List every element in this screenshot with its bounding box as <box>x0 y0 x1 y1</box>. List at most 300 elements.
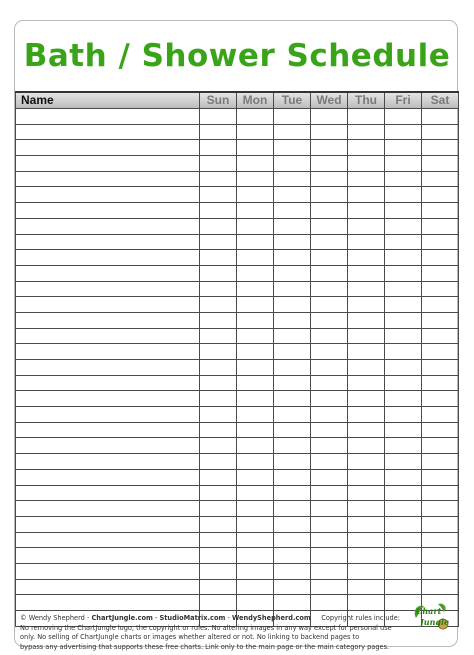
header-sat: Sat <box>422 92 459 109</box>
day-cell[interactable] <box>200 422 237 438</box>
day-cell[interactable] <box>311 234 348 250</box>
copyright-footer <box>20 614 440 652</box>
day-cell[interactable] <box>422 109 459 125</box>
day-cell[interactable] <box>237 532 274 548</box>
day-cell[interactable] <box>200 265 237 281</box>
day-cell[interactable] <box>274 375 311 391</box>
day-cell[interactable] <box>348 156 385 172</box>
day-cell[interactable] <box>422 469 459 485</box>
day-cell[interactable] <box>237 422 274 438</box>
day-cell[interactable] <box>385 171 422 187</box>
day-cell[interactable] <box>422 485 459 501</box>
day-cell[interactable] <box>348 312 385 328</box>
day-cell[interactable] <box>348 501 385 517</box>
day-cell[interactable] <box>200 595 237 611</box>
day-cell[interactable] <box>311 579 348 595</box>
name-cell[interactable] <box>16 140 200 156</box>
day-cell[interactable] <box>311 140 348 156</box>
table-row <box>16 234 459 250</box>
day-cell[interactable] <box>274 548 311 564</box>
name-cell[interactable] <box>16 469 200 485</box>
day-cell[interactable] <box>348 281 385 297</box>
day-cell[interactable] <box>274 234 311 250</box>
name-cell[interactable] <box>16 234 200 250</box>
footer-line-3: only. No selling of ChartJungle charts or images whether altered or not. No linking to backend pages to <box>20 633 360 641</box>
header-name: Name <box>16 92 200 109</box>
table-row <box>16 485 459 501</box>
day-cell[interactable] <box>200 469 237 485</box>
day-cell[interactable] <box>311 297 348 313</box>
separator: - <box>225 614 232 622</box>
day-cell[interactable] <box>422 375 459 391</box>
name-cell[interactable] <box>16 563 200 579</box>
day-cell[interactable] <box>200 501 237 517</box>
table-row <box>16 579 459 595</box>
day-cell[interactable] <box>311 422 348 438</box>
day-cell[interactable] <box>348 203 385 219</box>
name-cell[interactable] <box>16 454 200 470</box>
day-cell[interactable] <box>385 579 422 595</box>
day-cell[interactable] <box>311 109 348 125</box>
day-cell[interactable] <box>200 109 237 125</box>
day-cell[interactable] <box>200 140 237 156</box>
day-cell[interactable] <box>237 469 274 485</box>
day-cell[interactable] <box>422 140 459 156</box>
day-cell[interactable] <box>200 312 237 328</box>
day-cell[interactable] <box>237 438 274 454</box>
table-row <box>16 109 459 125</box>
day-cell[interactable] <box>200 516 237 532</box>
day-cell[interactable] <box>274 563 311 579</box>
day-cell[interactable] <box>274 312 311 328</box>
table-row <box>16 548 459 564</box>
day-cell[interactable] <box>311 532 348 548</box>
day-cell[interactable] <box>274 407 311 423</box>
day-cell[interactable] <box>200 438 237 454</box>
day-cell[interactable] <box>200 532 237 548</box>
footer-line-2: No removing the ChartJungle logo, the copyright or rules. No altering images in any way except for personal use <box>20 623 392 632</box>
day-cell[interactable] <box>200 563 237 579</box>
day-cell[interactable] <box>274 391 311 407</box>
day-cell[interactable] <box>311 485 348 501</box>
day-cell[interactable] <box>385 548 422 564</box>
name-cell[interactable] <box>16 187 200 203</box>
day-cell[interactable] <box>200 187 237 203</box>
day-cell[interactable] <box>274 328 311 344</box>
name-cell[interactable] <box>16 312 200 328</box>
table-row <box>16 469 459 485</box>
logo-text-bottom: Jungle <box>420 617 450 627</box>
header-sun: Sun <box>200 92 237 109</box>
day-cell[interactable] <box>385 391 422 407</box>
table-row <box>16 124 459 140</box>
day-cell[interactable] <box>385 375 422 391</box>
name-cell[interactable] <box>16 485 200 501</box>
day-cell[interactable] <box>348 187 385 203</box>
day-cell[interactable] <box>274 501 311 517</box>
header-wed: Wed <box>311 92 348 109</box>
day-cell[interactable] <box>237 485 274 501</box>
day-cell[interactable] <box>274 124 311 140</box>
day-cell[interactable] <box>385 234 422 250</box>
site-link-wendyshepherd[interactable]: WendyShepherd.com <box>231 614 311 622</box>
day-cell[interactable] <box>422 218 459 234</box>
day-cell[interactable] <box>348 407 385 423</box>
day-cell[interactable] <box>311 281 348 297</box>
day-cell[interactable] <box>237 156 274 172</box>
day-cell[interactable] <box>311 312 348 328</box>
day-cell[interactable] <box>237 579 274 595</box>
day-cell[interactable] <box>348 171 385 187</box>
day-cell[interactable] <box>422 532 459 548</box>
name-cell[interactable] <box>16 109 200 125</box>
day-cell[interactable] <box>274 187 311 203</box>
table-row <box>16 312 459 328</box>
day-cell[interactable] <box>422 156 459 172</box>
table-row <box>16 187 459 203</box>
name-cell[interactable] <box>16 328 200 344</box>
name-cell[interactable] <box>16 375 200 391</box>
day-cell[interactable] <box>274 485 311 501</box>
day-cell[interactable] <box>311 203 348 219</box>
day-cell[interactable] <box>200 124 237 140</box>
name-cell[interactable] <box>16 407 200 423</box>
day-cell[interactable] <box>348 297 385 313</box>
day-cell[interactable] <box>311 265 348 281</box>
day-cell[interactable] <box>237 548 274 564</box>
day-cell[interactable] <box>422 391 459 407</box>
day-cell[interactable] <box>422 250 459 266</box>
day-cell[interactable] <box>274 532 311 548</box>
day-cell[interactable] <box>237 297 274 313</box>
day-cell[interactable] <box>348 548 385 564</box>
day-cell[interactable] <box>385 407 422 423</box>
table-row <box>16 375 459 391</box>
day-cell[interactable] <box>311 501 348 517</box>
day-cell[interactable] <box>422 579 459 595</box>
site-link-studiomatrix[interactable]: StudioMatrix.com <box>159 614 226 622</box>
name-cell[interactable] <box>16 548 200 564</box>
table-row <box>16 501 459 517</box>
day-cell[interactable] <box>422 171 459 187</box>
day-cell[interactable] <box>274 595 311 611</box>
day-cell[interactable] <box>348 109 385 125</box>
day-cell[interactable] <box>274 109 311 125</box>
day-cell[interactable] <box>348 218 385 234</box>
day-cell[interactable] <box>237 250 274 266</box>
day-cell[interactable] <box>200 375 237 391</box>
day-cell[interactable] <box>311 391 348 407</box>
day-cell[interactable] <box>348 485 385 501</box>
day-cell[interactable] <box>237 281 274 297</box>
day-cell[interactable] <box>274 156 311 172</box>
day-cell[interactable] <box>311 156 348 172</box>
day-cell[interactable] <box>274 297 311 313</box>
table-row <box>16 171 459 187</box>
name-cell[interactable] <box>16 501 200 517</box>
name-cell[interactable] <box>16 124 200 140</box>
day-cell[interactable] <box>385 469 422 485</box>
day-cell[interactable] <box>237 234 274 250</box>
name-cell[interactable] <box>16 391 200 407</box>
day-cell[interactable] <box>200 171 237 187</box>
table-row <box>16 438 459 454</box>
table-row <box>16 297 459 313</box>
day-cell[interactable] <box>274 250 311 266</box>
day-cell[interactable] <box>311 124 348 140</box>
day-cell[interactable] <box>348 140 385 156</box>
day-cell[interactable] <box>348 438 385 454</box>
day-cell[interactable] <box>422 548 459 564</box>
name-cell[interactable] <box>16 265 200 281</box>
day-cell[interactable] <box>200 391 237 407</box>
day-cell[interactable] <box>200 328 237 344</box>
table-row <box>16 454 459 470</box>
day-cell[interactable] <box>311 469 348 485</box>
day-cell[interactable] <box>422 265 459 281</box>
day-cell[interactable] <box>200 360 237 376</box>
table-row <box>16 360 459 376</box>
day-cell[interactable] <box>385 485 422 501</box>
day-cell[interactable] <box>422 187 459 203</box>
day-cell[interactable] <box>422 422 459 438</box>
name-cell[interactable] <box>16 297 200 313</box>
day-cell[interactable] <box>200 234 237 250</box>
day-cell[interactable] <box>385 203 422 219</box>
day-cell[interactable] <box>348 328 385 344</box>
day-cell[interactable] <box>385 438 422 454</box>
day-cell[interactable] <box>237 360 274 376</box>
day-cell[interactable] <box>237 375 274 391</box>
name-cell[interactable] <box>16 438 200 454</box>
chartjungle-logo[interactable] <box>410 598 450 634</box>
header-row <box>16 92 459 109</box>
day-cell[interactable] <box>422 516 459 532</box>
day-cell[interactable] <box>385 218 422 234</box>
logo-text-top: Chart <box>416 606 442 616</box>
table-row <box>16 250 459 266</box>
table-row <box>16 516 459 532</box>
day-cell[interactable] <box>200 156 237 172</box>
day-cell[interactable] <box>237 516 274 532</box>
day-cell[interactable] <box>348 563 385 579</box>
day-cell[interactable] <box>422 438 459 454</box>
day-cell[interactable] <box>274 469 311 485</box>
day-cell[interactable] <box>237 407 274 423</box>
name-cell[interactable] <box>16 203 200 219</box>
day-cell[interactable] <box>274 579 311 595</box>
day-cell[interactable] <box>311 344 348 360</box>
day-cell[interactable] <box>385 109 422 125</box>
day-cell[interactable] <box>200 454 237 470</box>
day-cell[interactable] <box>385 187 422 203</box>
day-cell[interactable] <box>311 218 348 234</box>
day-cell[interactable] <box>200 218 237 234</box>
day-cell[interactable] <box>385 454 422 470</box>
day-cell[interactable] <box>237 187 274 203</box>
table-row <box>16 156 459 172</box>
day-cell[interactable] <box>311 328 348 344</box>
day-cell[interactable] <box>422 407 459 423</box>
day-cell[interactable] <box>348 579 385 595</box>
day-cell[interactable] <box>348 265 385 281</box>
day-cell[interactable] <box>348 375 385 391</box>
day-cell[interactable] <box>237 265 274 281</box>
day-cell[interactable] <box>385 328 422 344</box>
name-cell[interactable] <box>16 360 200 376</box>
day-cell[interactable] <box>311 516 348 532</box>
day-cell[interactable] <box>422 501 459 517</box>
day-cell[interactable] <box>274 516 311 532</box>
day-cell[interactable] <box>422 124 459 140</box>
day-cell[interactable] <box>348 124 385 140</box>
table-row <box>16 563 459 579</box>
day-cell[interactable] <box>385 312 422 328</box>
day-cell[interactable] <box>422 203 459 219</box>
day-cell[interactable] <box>311 563 348 579</box>
day-cell[interactable] <box>200 203 237 219</box>
day-cell[interactable] <box>274 171 311 187</box>
day-cell[interactable] <box>348 422 385 438</box>
day-cell[interactable] <box>311 375 348 391</box>
day-cell[interactable] <box>422 563 459 579</box>
day-cell[interactable] <box>348 250 385 266</box>
name-cell[interactable] <box>16 579 200 595</box>
day-cell[interactable] <box>348 595 385 611</box>
day-cell[interactable] <box>200 579 237 595</box>
day-cell[interactable] <box>237 501 274 517</box>
day-cell[interactable] <box>311 187 348 203</box>
day-cell[interactable] <box>422 360 459 376</box>
day-cell[interactable] <box>237 218 274 234</box>
day-cell[interactable] <box>385 516 422 532</box>
day-cell[interactable] <box>385 250 422 266</box>
day-cell[interactable] <box>311 548 348 564</box>
day-cell[interactable] <box>385 140 422 156</box>
day-cell[interactable] <box>348 469 385 485</box>
day-cell[interactable] <box>311 595 348 611</box>
day-cell[interactable] <box>237 454 274 470</box>
day-cell[interactable] <box>348 532 385 548</box>
day-cell[interactable] <box>274 422 311 438</box>
day-cell[interactable] <box>200 344 237 360</box>
day-cell[interactable] <box>237 312 274 328</box>
day-cell[interactable] <box>385 265 422 281</box>
name-cell[interactable] <box>16 250 200 266</box>
day-cell[interactable] <box>348 516 385 532</box>
footer-line-1 <box>20 614 440 624</box>
day-cell[interactable] <box>385 422 422 438</box>
day-cell[interactable] <box>385 124 422 140</box>
day-cell[interactable] <box>237 124 274 140</box>
day-cell[interactable] <box>237 171 274 187</box>
name-cell[interactable] <box>16 344 200 360</box>
day-cell[interactable] <box>422 281 459 297</box>
footer-line-4: bypass any advertising that supports these free charts. Link only to the main page or the main category pages. <box>20 642 390 651</box>
day-cell[interactable] <box>200 297 237 313</box>
day-cell[interactable] <box>311 454 348 470</box>
day-cell[interactable] <box>385 297 422 313</box>
day-cell[interactable] <box>237 109 274 125</box>
day-cell[interactable] <box>385 281 422 297</box>
day-cell[interactable] <box>422 344 459 360</box>
day-cell[interactable] <box>237 563 274 579</box>
day-cell[interactable] <box>348 391 385 407</box>
day-cell[interactable] <box>348 344 385 360</box>
day-cell[interactable] <box>422 312 459 328</box>
day-cell[interactable] <box>274 265 311 281</box>
day-cell[interactable] <box>200 548 237 564</box>
day-cell[interactable] <box>237 140 274 156</box>
day-cell[interactable] <box>274 344 311 360</box>
name-cell[interactable] <box>16 516 200 532</box>
day-cell[interactable] <box>311 171 348 187</box>
header-thu: Thu <box>348 92 385 109</box>
table-row <box>16 140 459 156</box>
day-cell[interactable] <box>274 218 311 234</box>
name-cell[interactable] <box>16 218 200 234</box>
day-cell[interactable] <box>237 328 274 344</box>
day-cell[interactable] <box>311 407 348 423</box>
day-cell[interactable] <box>348 360 385 376</box>
day-cell[interactable] <box>237 344 274 360</box>
day-cell[interactable] <box>348 454 385 470</box>
day-cell[interactable] <box>237 595 274 611</box>
day-cell[interactable] <box>385 532 422 548</box>
schedule-table <box>15 91 459 627</box>
table-row <box>16 595 459 611</box>
day-cell[interactable] <box>237 203 274 219</box>
day-cell[interactable] <box>422 454 459 470</box>
day-cell[interactable] <box>200 250 237 266</box>
day-cell[interactable] <box>385 501 422 517</box>
name-cell[interactable] <box>16 532 200 548</box>
site-link-chartjungle[interactable]: ChartJungle.com <box>91 614 153 622</box>
day-cell[interactable] <box>274 454 311 470</box>
day-cell[interactable] <box>274 360 311 376</box>
day-cell[interactable] <box>422 328 459 344</box>
day-cell[interactable] <box>311 360 348 376</box>
day-cell[interactable] <box>311 438 348 454</box>
name-cell[interactable] <box>16 595 200 611</box>
table-row <box>16 265 459 281</box>
table-row <box>16 218 459 234</box>
day-cell[interactable] <box>274 140 311 156</box>
day-cell[interactable] <box>237 391 274 407</box>
day-cell[interactable] <box>311 250 348 266</box>
table-row <box>16 328 459 344</box>
day-cell[interactable] <box>200 407 237 423</box>
day-cell[interactable] <box>348 234 385 250</box>
day-cell[interactable] <box>385 344 422 360</box>
rules-intro: Copyright rules include: <box>310 614 400 622</box>
day-cell[interactable] <box>385 156 422 172</box>
day-cell[interactable] <box>274 438 311 454</box>
page-title: Bath / Shower Schedule <box>23 38 451 74</box>
day-cell[interactable] <box>274 281 311 297</box>
day-cell[interactable] <box>422 234 459 250</box>
day-cell[interactable] <box>385 360 422 376</box>
day-cell[interactable] <box>385 563 422 579</box>
day-cell[interactable] <box>200 281 237 297</box>
name-cell[interactable] <box>16 422 200 438</box>
name-cell[interactable] <box>16 281 200 297</box>
day-cell[interactable] <box>274 203 311 219</box>
name-cell[interactable] <box>16 171 200 187</box>
day-cell[interactable] <box>200 485 237 501</box>
name-cell[interactable] <box>16 156 200 172</box>
day-cell[interactable] <box>422 297 459 313</box>
